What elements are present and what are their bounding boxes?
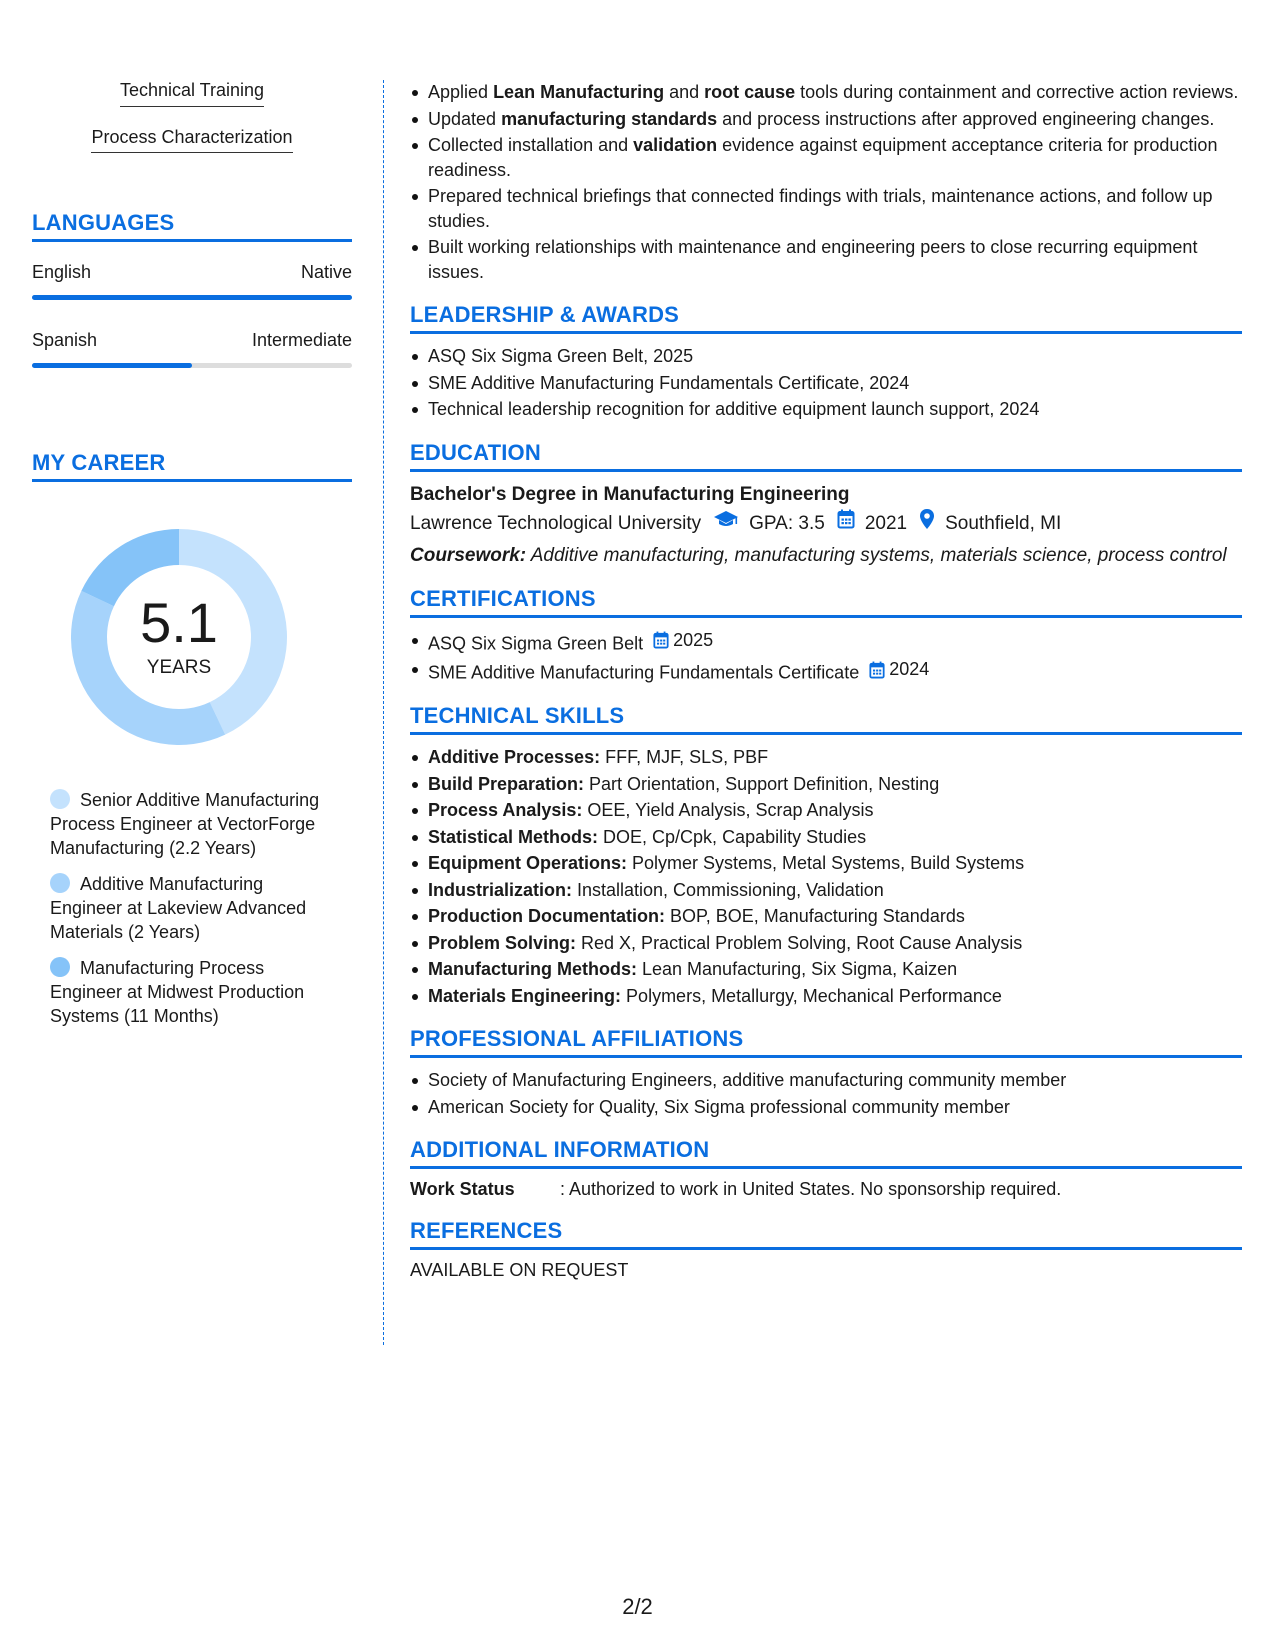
certification-year: 2024 [889,659,930,680]
affiliation-item: American Society for Quality, Six Sigma professional community member [410,1095,1242,1120]
education-title: EDUCATION [410,440,1242,472]
career-legend-item [50,788,340,860]
certification-name: SME Additive Manufacturing Fundamentals Certificate [428,662,860,683]
language-row [32,330,352,368]
additional-info-section [410,1137,1242,1200]
skill-item: Equipment Operations: Polymer Systems, Metal Systems, Build Systems [410,851,1242,876]
skill-item: Build Preparation: Part Orientation, Support Definition, Nesting [410,772,1242,797]
language-name: English [32,262,92,282]
certification-year: 2025 [673,629,714,650]
work-status-label: Work Status [410,1179,515,1199]
languages-section [32,210,352,368]
coursework-text: Additive manufacturing, manufacturing systems, materials science, process control [526,544,1227,566]
career-legend-item [50,956,340,1028]
references-title: REFERENCES [410,1218,1242,1250]
leadership-item: ASQ Six Sigma Green Belt, 2025 [410,344,1242,369]
additional-info-title: ADDITIONAL INFORMATION [410,1137,1242,1169]
skill-item: Production Documentation: BOP, BOE, Manufacturing Standards [410,904,1242,929]
leadership-item: Technical leadership recognition for additive equipment launch support, 2024 [410,397,1242,422]
career-title: MY CAREER [32,450,352,482]
education-degree: Bachelor's Degree in Manufacturing Engineering [410,483,850,505]
education-gpa: GPA: 3.5 [749,512,825,534]
experience-bullet: Collected installation and validation evidence against equipment acceptance criteria for production readiness. [410,133,1242,182]
coursework-label: Coursework: [410,544,527,566]
affiliations-section [410,1026,1242,1119]
legend-dot-icon [50,957,70,977]
education-year: 2021 [864,512,908,534]
leadership-item: SME Additive Manufacturing Fundamentals Certificate, 2024 [410,371,1242,396]
calendar-icon [869,661,885,679]
experience-bullet: Updated manufacturing standards and process instructions after approved engineering changes. [410,107,1242,132]
languages-title: LANGUAGES [32,210,352,242]
language-bar [32,363,352,368]
affiliation-item: Society of Manufacturing Engineers, additive manufacturing community member [410,1068,1242,1093]
career-legend-label: Manufacturing Process Engineer at Midwest Production Systems (11 Months) [50,958,305,1026]
skill-item: Statistical Methods: DOE, Cp/Cpk, Capability Studies [410,825,1242,850]
career-legend-label: Senior Additive Manufacturing Process Engineer at VectorForge Manufacturing (2.2 Years) [50,790,320,858]
graduation-cap-icon [713,509,739,539]
certification-item [410,657,1242,685]
certification-item [410,628,1242,656]
skill-item: Additive Processes: FFF, MJF, SLS, PBF [410,745,1242,770]
work-status-value: : Authorized to work in United States. No sponsorship required. [560,1179,1062,1199]
education-meta [410,508,1242,540]
experience-bullet: Prepared technical briefings that connected findings with trials, maintenance actions, and follow up studies. [410,184,1242,233]
strengths-list [32,80,352,153]
career-legend-item [50,872,340,944]
work-status-row [410,1179,1242,1200]
education-section [410,440,1242,568]
affiliations-title: PROFESSIONAL AFFILIATIONS [410,1026,1242,1058]
certification-name: ASQ Six Sigma Green Belt [428,632,644,653]
references-text: AVAILABLE ON REQUEST [410,1260,629,1280]
career-total-years: 5.1 [140,591,218,654]
career-donut-chart [64,522,294,752]
language-name: Spanish [32,330,98,350]
left-column [32,80,352,1026]
language-bar [32,295,352,300]
references-section [410,1218,1242,1281]
strength-tag: Technical Training [120,80,264,107]
skills-section [410,703,1242,1008]
skill-item: Manufacturing Methods: Lean Manufacturing, Six Sigma, Kaizen [410,957,1242,982]
education-coursework [410,544,1242,568]
language-level: Native [300,262,352,282]
education-location: Southfield, MI [945,512,1062,534]
skill-item: Industrialization: Installation, Commissioning, Validation [410,878,1242,903]
language-level: Intermediate [251,330,352,350]
language-bar-fill [32,363,192,368]
leadership-title: LEADERSHIP & AWARDS [410,302,1242,334]
skill-item: Problem Solving: Red X, Practical Problem Solving, Root Cause Analysis [410,931,1242,956]
certifications-title: CERTIFICATIONS [410,586,1242,618]
education-school: Lawrence Technological University [410,512,702,534]
calendar-icon [837,509,855,539]
leadership-section [410,302,1242,422]
career-section [32,450,352,1040]
career-legend [50,788,340,1028]
column-divider [383,80,384,1345]
legend-dot-icon [50,873,70,893]
skill-item: Process Analysis: OEE, Yield Analysis, Scrap Analysis [410,798,1242,823]
experience-bullet: Built working relationships with maintenance and engineering peers to close recurring equipment issues. [410,235,1242,284]
calendar-icon [653,631,669,649]
legend-dot-icon [50,789,70,809]
page-number: 2/2 [622,1594,653,1619]
skill-item: Materials Engineering: Polymers, Metallurgy, Mechanical Performance [410,984,1242,1009]
experience-bullets [410,80,1242,284]
language-row [32,262,352,300]
career-legend-label: Additive Manufacturing Engineer at Lakeview Advanced Materials (2 Years) [50,874,307,942]
experience-bullet: Applied Lean Manufacturing and root cause tools during containment and corrective action reviews. [410,80,1242,105]
certifications-section [410,586,1242,686]
skills-title: TECHNICAL SKILLS [410,703,1242,735]
right-column [410,80,1242,1281]
language-bar-fill [32,295,352,300]
career-years-unit: YEARS [146,657,212,678]
strength-tag: Process Characterization [91,127,292,154]
map-pin-icon [919,508,935,540]
